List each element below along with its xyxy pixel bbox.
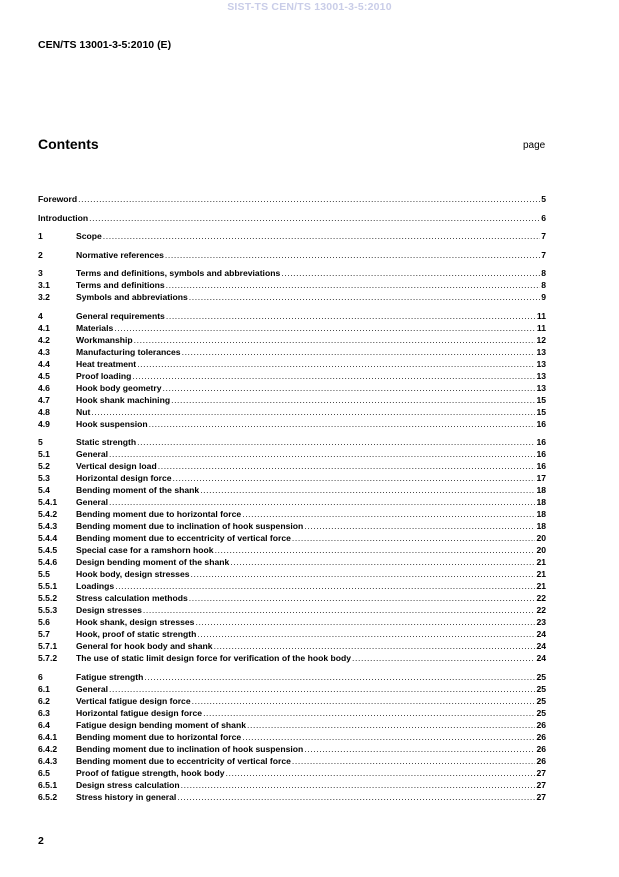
toc-entry[interactable] [38, 249, 546, 261]
table-of-contents [38, 193, 546, 803]
toc-entry-page: 25 [536, 671, 546, 682]
toc-entry-number: 1 [38, 231, 43, 241]
toc-entry-page: 16 [536, 461, 546, 471]
toc-entry[interactable] [38, 544, 546, 556]
toc-entry-number: 5.7.1 [38, 641, 58, 651]
toc-dot-leader [215, 544, 536, 556]
toc-entry-number: 4.6 [38, 382, 50, 393]
toc-entry[interactable] [38, 212, 546, 224]
toc-entry[interactable] [38, 604, 546, 616]
toc-entry-page: 7 [541, 249, 546, 260]
toc-entry[interactable] [38, 279, 546, 291]
toc-entry-title: Nut [76, 406, 91, 417]
page-number: 2 [38, 835, 44, 847]
toc-dot-leader [304, 743, 535, 755]
toc-dot-leader [134, 334, 536, 346]
toc-entry-page: 27 [536, 779, 546, 790]
toc-entry-page: 24 [536, 653, 546, 663]
toc-entry-page: 20 [536, 545, 546, 555]
toc-entry-title: Manufacturing tolerances [76, 346, 181, 357]
toc-entry[interactable] [38, 652, 546, 664]
toc-dot-leader [171, 394, 535, 406]
toc-entry[interactable] [38, 719, 546, 731]
toc-entry-title: Bending moment due to eccentricity of vertical force [76, 755, 291, 766]
toc-dot-leader [109, 496, 535, 508]
toc-entry-number: 5.5.2 [38, 593, 58, 603]
toc-entry[interactable] [38, 370, 546, 382]
toc-entry-number: 4.4 [38, 358, 50, 369]
toc-entry-title: Vertical design load [76, 461, 157, 471]
toc-dot-leader [89, 212, 540, 224]
toc-entry-title: Hook body geometry [76, 382, 162, 393]
toc-entry[interactable] [38, 616, 546, 628]
toc-dot-leader [225, 767, 535, 779]
toc-entry-page: 18 [536, 521, 546, 531]
toc-dot-leader [230, 556, 535, 568]
toc-entry-page: 21 [536, 581, 546, 591]
toc-entry-page: 8 [541, 280, 546, 290]
toc-dot-leader [132, 370, 535, 382]
page-column-label: page [523, 140, 546, 151]
toc-entry-title: Loadings [76, 581, 115, 591]
toc-entry-page: 26 [536, 731, 546, 742]
toc-dot-leader [292, 755, 536, 767]
toc-dot-leader [177, 791, 535, 803]
toc-entry-number: 5.5.1 [38, 581, 58, 591]
toc-entry-number: 5.6 [38, 617, 50, 627]
toc-entry-number: 6.4.1 [38, 731, 58, 742]
toc-dot-leader [214, 640, 536, 652]
toc-entry-title: General [76, 449, 109, 459]
toc-dot-leader [191, 568, 536, 580]
toc-entry[interactable] [38, 731, 546, 743]
toc-entry-title: Proof of fatigue strength, hook body [76, 767, 225, 778]
toc-entry-title: Special case for a ramshorn hook [76, 545, 214, 555]
toc-entry-number: 4 [38, 310, 43, 321]
toc-entry-number: 6.4 [38, 719, 50, 730]
toc-entry[interactable] [38, 628, 546, 640]
toc-entry[interactable] [38, 707, 546, 719]
toc-entry-page: 27 [536, 767, 546, 778]
toc-entry-number: 6.5.2 [38, 791, 58, 802]
toc-entry-title: Hook, proof of static strength [76, 629, 197, 639]
toc-entry-title: Hook body, design stresses [76, 569, 190, 579]
toc-dot-leader [195, 616, 535, 628]
toc-entry-page: 26 [536, 743, 546, 754]
toc-dot-leader [166, 279, 541, 291]
toc-entry-title: General requirements [76, 310, 165, 321]
toc-entry-number: 3.1 [38, 280, 50, 290]
toc-entry-page: 22 [536, 593, 546, 603]
toc-entry-page: 18 [536, 509, 546, 519]
toc-entry[interactable] [38, 394, 546, 406]
toc-entry-page: 7 [541, 231, 546, 241]
toc-entry[interactable] [38, 484, 546, 496]
toc-entry-page: 6 [541, 212, 546, 223]
toc-entry-title: Bending moment due to eccentricity of vertical force [76, 533, 291, 543]
toc-dot-leader [292, 532, 536, 544]
toc-entry-title: General [76, 497, 109, 507]
toc-dot-leader [149, 418, 536, 430]
contents-heading: Contents [38, 136, 99, 152]
toc-dot-leader [200, 484, 535, 496]
toc-dot-leader [281, 267, 540, 279]
toc-entry-number: 5.4.3 [38, 521, 58, 531]
toc-entry-title: Heat treatment [76, 358, 137, 369]
toc-entry-number: 4.3 [38, 346, 50, 357]
toc-entry-page: 26 [536, 755, 546, 766]
toc-entry[interactable] [38, 267, 546, 279]
toc-entry-title: Static strength [76, 437, 137, 447]
toc-entry[interactable] [38, 436, 546, 448]
toc-entry-number: 5.1 [38, 449, 50, 459]
toc-entry-title: Scope [76, 231, 102, 241]
toc-entry[interactable] [38, 346, 546, 358]
toc-entry-number: 3 [38, 268, 43, 278]
toc-entry-page: 21 [536, 569, 546, 579]
toc-dot-leader [114, 322, 536, 334]
toc-entry[interactable] [38, 532, 546, 544]
toc-entry[interactable] [38, 334, 546, 346]
toc-entry-number: 3.2 [38, 292, 50, 302]
toc-entry-page: 17 [536, 473, 546, 483]
toc-entry-title: Fatigue design bending moment of shank [76, 719, 246, 730]
toc-entry-number: 5.7 [38, 629, 50, 639]
toc-entry[interactable] [38, 640, 546, 652]
toc-dot-leader [109, 683, 535, 695]
toc-entry[interactable] [38, 556, 546, 568]
toc-entry[interactable] [38, 382, 546, 394]
toc-entry-page: 15 [536, 406, 546, 417]
toc-entry[interactable] [38, 496, 546, 508]
toc-dot-leader [166, 310, 536, 322]
toc-entry-number: 5.4.1 [38, 497, 58, 507]
toc-entry-number: 6 [38, 671, 43, 682]
toc-dot-leader [247, 719, 535, 731]
toc-entry-number: 5.4 [38, 485, 50, 495]
toc-dot-leader [115, 580, 535, 592]
toc-entry[interactable] [38, 779, 546, 791]
toc-dot-leader [78, 193, 540, 205]
toc-entry-title: Fatigue strength [76, 671, 144, 682]
toc-entry-page: 24 [536, 629, 546, 639]
toc-entry[interactable] [38, 310, 546, 322]
toc-entry-page: 5 [541, 194, 546, 204]
toc-entry-title: Foreword [38, 194, 78, 204]
toc-entry[interactable] [38, 568, 546, 580]
toc-entry-title: General for hook body and shank [76, 641, 213, 651]
toc-entry[interactable] [38, 592, 546, 604]
toc-entry-page: 9 [541, 292, 546, 302]
toc-entry-number: 4.5 [38, 370, 50, 381]
toc-entry-title: Hook suspension [76, 418, 148, 429]
toc-entry-number: 4.1 [38, 322, 50, 333]
toc-entry-page: 18 [536, 497, 546, 507]
toc-entry-title: General [76, 683, 109, 694]
toc-entry-title: Horizontal fatigue design force [76, 707, 203, 718]
toc-entry-title: Stress calculation methods [76, 593, 188, 603]
toc-entry-title: Stress history in general [76, 791, 177, 802]
toc-dot-leader [173, 472, 536, 484]
toc-dot-leader [144, 671, 535, 683]
toc-dot-leader [304, 520, 535, 532]
toc-dot-leader [158, 460, 536, 472]
toc-entry-page: 26 [536, 719, 546, 730]
toc-entry-page: 16 [536, 437, 546, 447]
toc-dot-leader [91, 406, 535, 418]
toc-entry-title: Introduction [38, 212, 89, 223]
toc-dot-leader [352, 652, 535, 664]
toc-entry-number: 6.5 [38, 767, 50, 778]
toc-dot-leader [242, 508, 535, 520]
toc-entry-page: 16 [536, 449, 546, 459]
document-id: CEN/TS 13001-3-5:2010 (E) [38, 39, 172, 51]
toc-entry-title: Design stress calculation [76, 779, 180, 790]
toc-entry-title: Terms and definitions [76, 280, 165, 290]
toc-entry-page: 23 [536, 617, 546, 627]
toc-entry-page: 20 [536, 533, 546, 543]
toc-entry-page: 12 [536, 334, 546, 345]
toc-entry[interactable] [38, 695, 546, 707]
toc-entry-title: Hook shank machining [76, 394, 171, 405]
toc-entry-title: Vertical fatigue design force [76, 695, 191, 706]
toc-entry-page: 22 [536, 605, 546, 615]
toc-entry-number: 6.5.1 [38, 779, 58, 790]
toc-entry-title: Normative references [76, 249, 164, 260]
toc-entry-number: 5.4.6 [38, 557, 58, 567]
toc-entry-title: Bending moment due to horizontal force [76, 509, 242, 519]
toc-entry-page: 13 [536, 346, 546, 357]
toc-entry-title: Hook shank, design stresses [76, 617, 195, 627]
toc-entry-number: 5.3 [38, 473, 50, 483]
toc-entry-page: 25 [536, 707, 546, 718]
toc-entry[interactable] [38, 683, 546, 695]
toc-entry-number: 5.4.5 [38, 545, 58, 555]
toc-entry-page: 13 [536, 382, 546, 393]
toc-entry-title: The use of static limit design force for verification of the hook body [76, 653, 352, 663]
toc-entry-title: Horizontal design force [76, 473, 172, 483]
toc-entry[interactable] [38, 472, 546, 484]
toc-entry[interactable] [38, 743, 546, 755]
toc-dot-leader [189, 592, 536, 604]
toc-entry-title: Workmanship [76, 334, 133, 345]
toc-dot-leader [165, 249, 540, 261]
toc-entry-number: 4.9 [38, 418, 50, 429]
toc-entry-title: Materials [76, 322, 114, 333]
toc-entry-title: Design stresses [76, 605, 142, 615]
toc-dot-leader [143, 604, 536, 616]
toc-entry-title: Bending moment due to inclination of hook suspension [76, 521, 304, 531]
toc-entry-number: 5.5.3 [38, 605, 58, 615]
watermark: SIST-TS CEN/TS 13001-3-5:2010 [227, 1, 392, 13]
toc-entry-number: 6.1 [38, 683, 50, 694]
toc-entry-number: 5.5 [38, 569, 50, 579]
toc-entry-number: 5.4.4 [38, 533, 58, 543]
toc-entry-number: 5.7.2 [38, 653, 58, 663]
toc-entry-page: 11 [536, 322, 546, 333]
toc-entry-title: Bending moment due to inclination of hook suspension [76, 743, 304, 754]
toc-entry-number: 4.8 [38, 406, 50, 417]
toc-entry[interactable] [38, 767, 546, 779]
toc-dot-leader [242, 731, 535, 743]
toc-dot-leader [109, 448, 535, 460]
toc-entry-page: 21 [536, 557, 546, 567]
toc-entry-page: 25 [536, 695, 546, 706]
toc-dot-leader [162, 382, 535, 394]
toc-entry-number: 6.3 [38, 707, 50, 718]
toc-dot-leader [181, 779, 536, 791]
toc-entry-page: 15 [536, 394, 546, 405]
toc-entry-number: 5 [38, 437, 43, 447]
toc-dot-leader [197, 628, 535, 640]
toc-entry-page: 11 [536, 310, 546, 321]
toc-entry-title: Symbols and abbreviations [76, 292, 188, 302]
toc-dot-leader [182, 346, 536, 358]
toc-entry-page: 24 [536, 641, 546, 651]
toc-entry[interactable] [38, 460, 546, 472]
toc-dot-leader [203, 707, 535, 719]
toc-entry-page: 18 [536, 485, 546, 495]
toc-entry[interactable] [38, 291, 546, 303]
toc-entry-page: 27 [536, 791, 546, 802]
toc-entry-number: 6.4.2 [38, 743, 58, 754]
toc-dot-leader [189, 291, 540, 303]
toc-entry[interactable] [38, 508, 546, 520]
toc-dot-leader [137, 436, 535, 448]
toc-entry[interactable] [38, 755, 546, 767]
toc-entry-number: 5.2 [38, 461, 50, 471]
toc-entry[interactable] [38, 322, 546, 334]
toc-entry-number: 4.7 [38, 394, 50, 405]
toc-entry-title: Proof loading [76, 370, 132, 381]
toc-entry-number: 4.2 [38, 334, 50, 345]
toc-entry[interactable] [38, 580, 546, 592]
toc-entry-title: Bending moment of the shank [76, 485, 200, 495]
toc-entry[interactable] [38, 520, 546, 532]
toc-entry[interactable] [38, 358, 546, 370]
toc-entry[interactable] [38, 230, 546, 242]
toc-entry-page: 25 [536, 683, 546, 694]
toc-entry-title: Bending moment due to horizontal force [76, 731, 242, 742]
toc-entry-page: 16 [536, 418, 546, 429]
toc-dot-leader [192, 695, 536, 707]
toc-entry[interactable] [38, 193, 546, 205]
toc-entry[interactable] [38, 406, 546, 418]
toc-entry[interactable] [38, 671, 546, 683]
toc-entry-page: 13 [536, 370, 546, 381]
toc-entry-title: Design bending moment of the shank [76, 557, 230, 567]
toc-dot-leader [103, 230, 540, 242]
toc-entry-number: 6.4.3 [38, 755, 58, 766]
toc-entry[interactable] [38, 791, 546, 803]
toc-entry[interactable] [38, 418, 546, 430]
toc-entry-number: 2 [38, 249, 43, 260]
toc-entry[interactable] [38, 448, 546, 460]
toc-entry-title: Terms and definitions, symbols and abbreviations [76, 268, 281, 278]
toc-entry-number: 6.2 [38, 695, 50, 706]
toc-entry-page: 13 [536, 358, 546, 369]
toc-entry-number: 5.4.2 [38, 509, 58, 519]
toc-entry-page: 8 [541, 268, 546, 278]
toc-dot-leader [137, 358, 535, 370]
